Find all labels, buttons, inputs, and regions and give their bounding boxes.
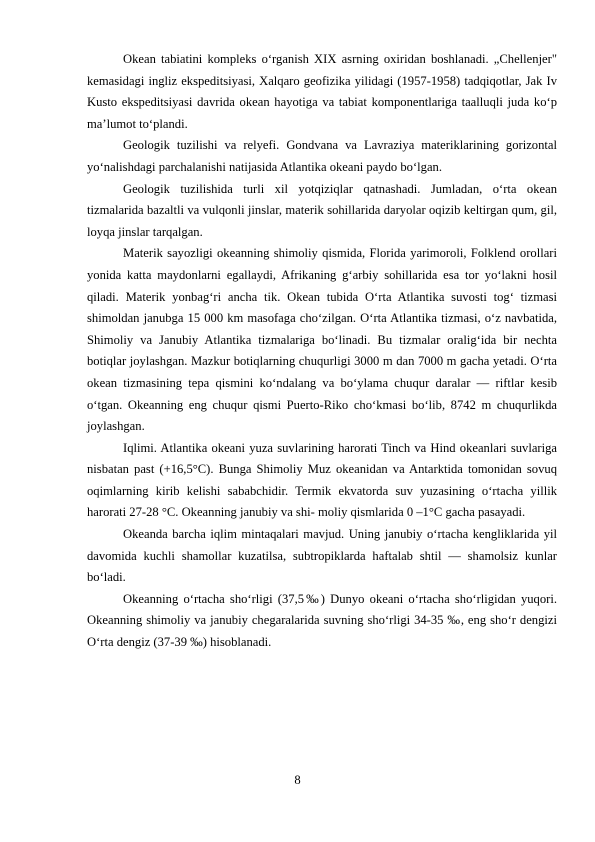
paragraph-salinity: Okeanning o‘rtacha sho‘rligi (37,5‰) Dunyo okeani o‘rtacha sho‘rligidan yuqori. Okeanning shimoliy va janubiy chegaralarida suvning sho‘rligi 34-35 ‰, eng sho‘r dengizi O‘rta dengiz (37-39 ‰) hisoblanadi. — [87, 591, 557, 650]
paragraph-geology-relief: Geologik tuzilishi va relyefi. Gondvana va Lavraziya materiklarining gorizontal yo‘nalishdagi parchalanishi natijasida Atlantika okeani paydo bo‘lgan. — [87, 138, 557, 174]
body-text — [87, 49, 557, 654]
page-number: 8 — [294, 773, 301, 787]
paragraph-shelf-ridge: Materik sayozligi okeanning shimoliy qismida, Florida yarimoroli, Folklend orollari yonida katta maydonlarni egallaydi, Afrikaning g‘arbiy sohillarida esa tor yo‘lakni hosil qiladi. Materik yonbag‘ri ancha tik. Okean tubida O‘rta Atlantika suvosti tog‘ tizmasi shimoldan janubga 15 000 km masofaga cho‘zilgan. O‘rta Atlantika tizmasi, o‘z navbatida, Shimoliy va Janubiy Atlantika tizmalariga bo‘linadi. Bu tizmalar oralig‘ida bir nechta botiqlar joylashgan. Mazkur botiqlarning chuqurligi 3000 m dan 7000 m gacha yetadi. O‘rta okean tizmasining tepa qismini ko‘ndalang va bo‘ylama chuqur daralar — riftlar kesib o‘tgan. Okeanning eng chuqur qismi Puerto-Riko cho‘kmasi bo‘lib, 8742 m chuqurlikda joylashgan. — [87, 246, 557, 434]
paragraph-climate: Iqlimi. Atlantika okeani yuza suvlarining harorati Tinch va Hind okeanlari suvlariga nisbatan past (+16,5°C). Bunga Shimoliy Muz okeanidan va Antarktida tomonidan sovuq oqimlarning kirib kelishi sababchidir. Termik ekvatorda suv yuzasining o‘rtacha yillik harorati 27-28 °C. Okeanning janubiy va shi- moliy qismlarida 0 –1°C gacha pasayadi. — [87, 440, 557, 520]
paragraph-climate-zones: Okeanda barcha iqlim mintaqalari mavjud. Uning janubiy o‘rtacha kengliklarida yil davomida kuchli shamollar kuzatilsa, subtropiklarda haftalab shtil — shamolsiz kunlar bo‘ladi. — [87, 527, 557, 585]
paragraph-geology-structure: Geologik tuzilishida turli xil yotqiziqlar qatnashadi. Jumladan, o‘rta okean tizmalarida bazaltli va vulqonli jinslar, materik sohillarida daryolar oqizib keltirgan qum, gil, loyqa jinslar tarqalgan. — [87, 181, 557, 239]
paragraph-intro: Okean tabiatini kompleks o‘rganish XIX asrning oxiridan boshlanadi. „Chellenjer" kemasidagi ingliz ekspeditsiyasi, Xalqaro geofizika yilidagi (1957-1958) tadqiqotlar, Jak Iv Kusto ekspeditsiyasi davrida okean hayotiga va tabiat komponentlariga taalluqli juda ko‘p ma’lumot to‘plandi. — [87, 52, 557, 131]
